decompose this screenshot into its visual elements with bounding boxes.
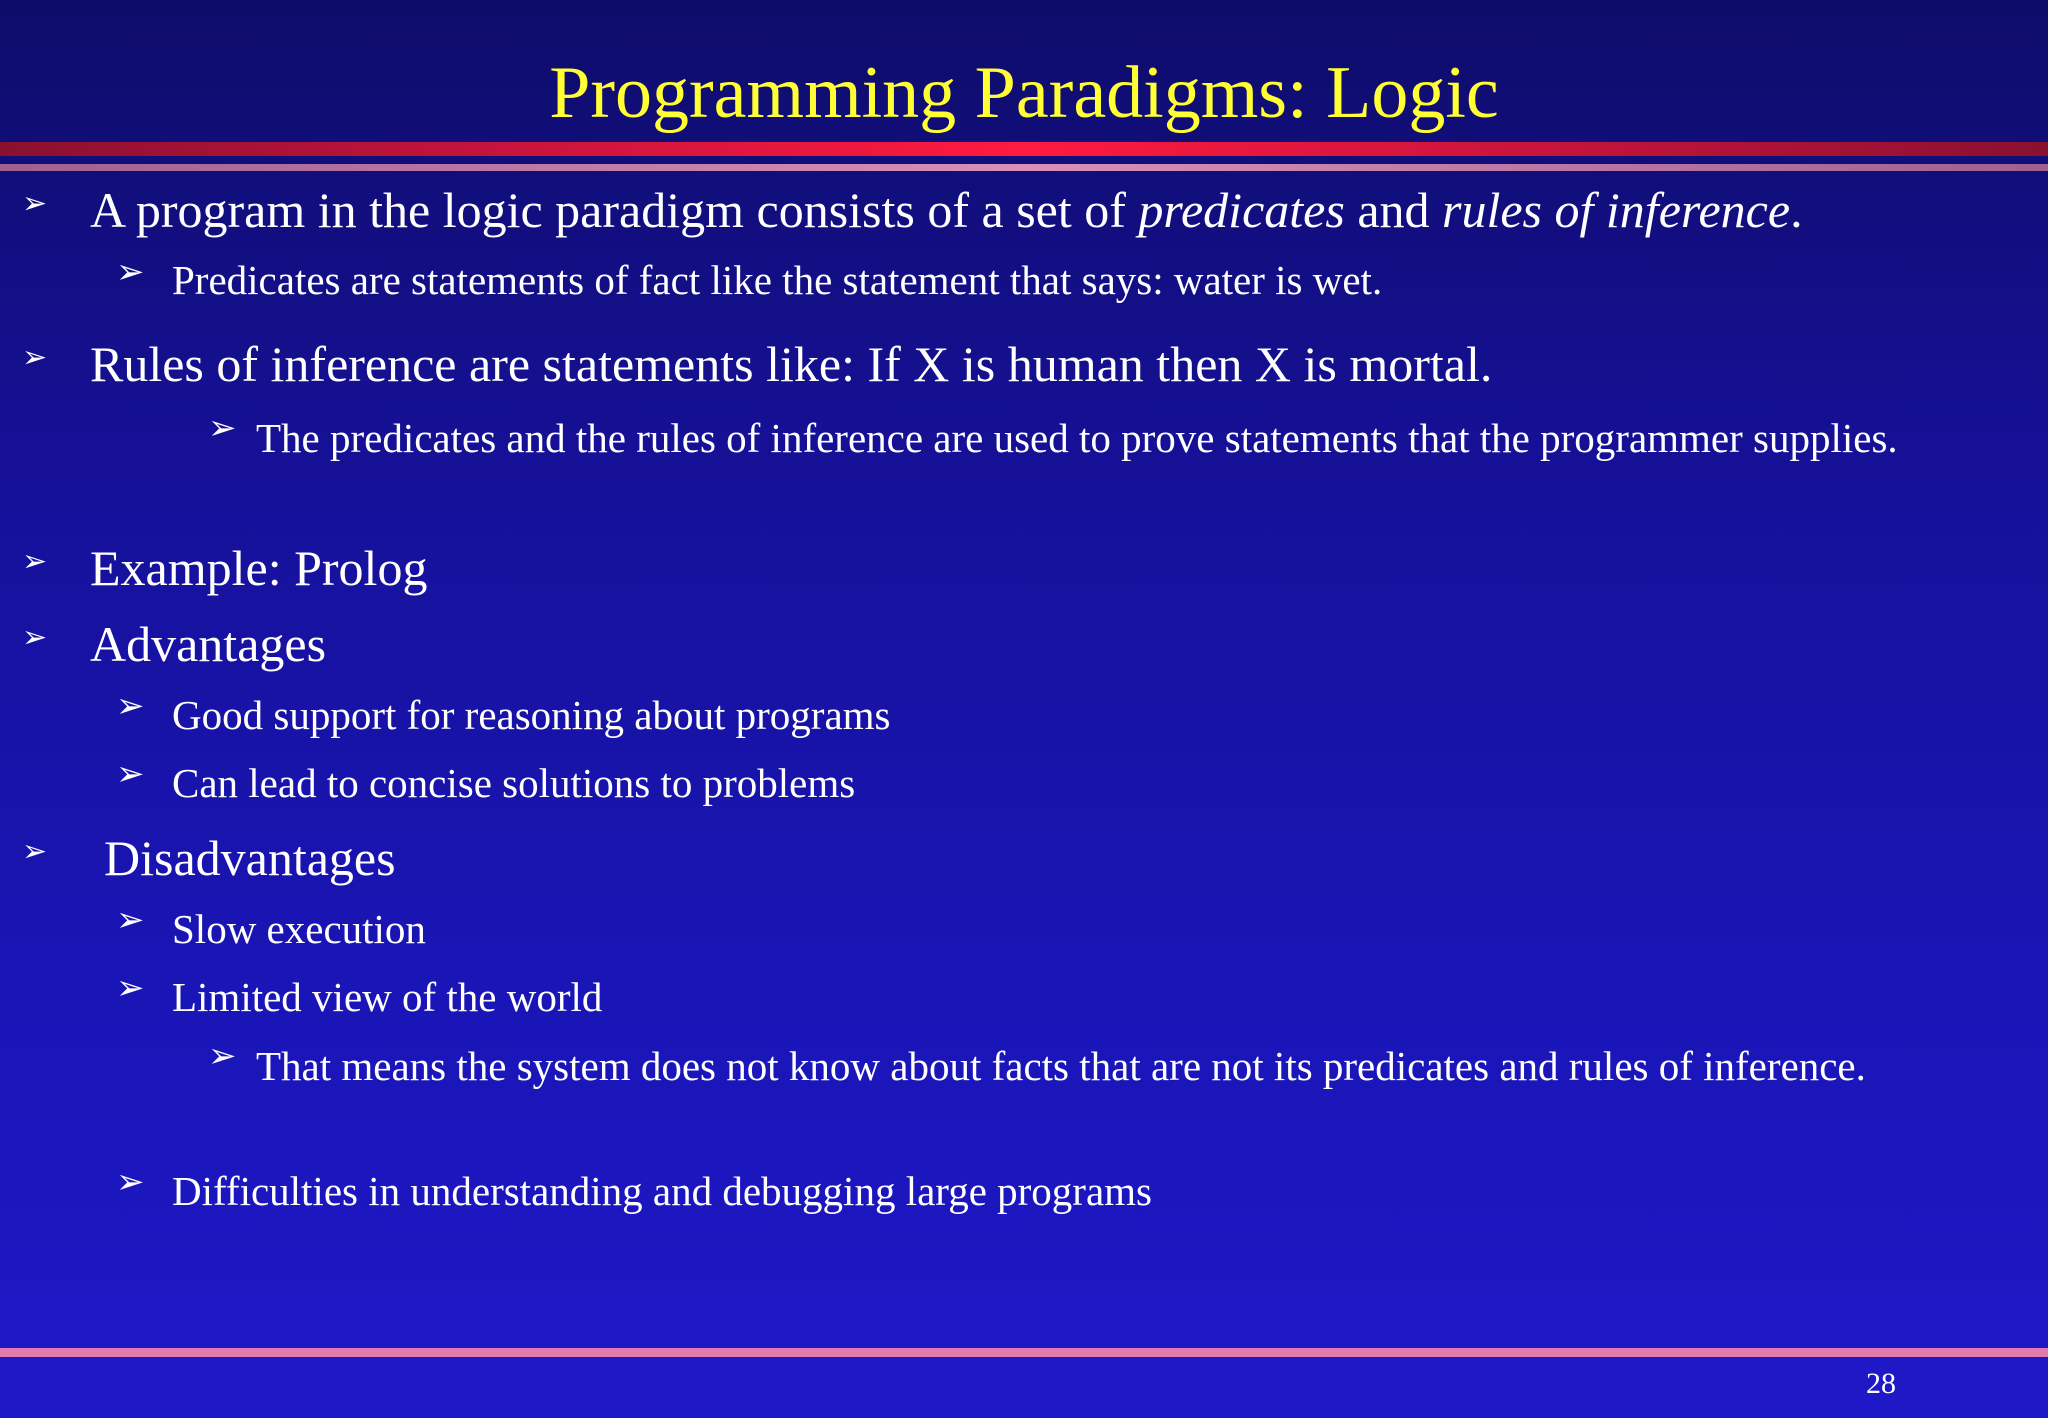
emphasis-rules-of-inference: rules of inference xyxy=(1442,182,1791,238)
bullet-text: A program in the logic paradigm consists of a set of xyxy=(90,182,1139,238)
bullet-predicates-and-rules xyxy=(90,180,1803,240)
subbullet-limited-view: Limited view of the world xyxy=(172,974,603,1020)
title-underline-pink xyxy=(0,164,2048,171)
slide-title: Programming Paradigms: Logic xyxy=(549,52,1499,134)
subbullet-predicates-definition: Predicates are statements of fact like the statement that says: water is wet. xyxy=(172,257,1383,303)
arrowhead-bullet-icon: ➢ xyxy=(208,408,237,448)
title-underline-red xyxy=(0,142,2048,156)
bullet-example-prolog: Example: Prolog xyxy=(90,540,428,596)
footer-rule xyxy=(0,1348,2048,1357)
bullet-advantages: Advantages xyxy=(90,616,327,672)
bullet-text: and xyxy=(1344,182,1443,238)
bullet-disadvantages: Disadvantages xyxy=(104,830,396,886)
arrowhead-bullet-icon: ➢ xyxy=(208,1036,237,1076)
arrowhead-bullet-icon: ➢ xyxy=(116,754,145,794)
arrowhead-bullet-icon: ➢ xyxy=(22,544,48,579)
arrowhead-bullet-icon: ➢ xyxy=(116,1162,145,1202)
arrowhead-bullet-icon: ➢ xyxy=(116,968,145,1008)
arrowhead-bullet-icon: ➢ xyxy=(22,340,48,375)
subbullet-advantage-reasoning: Good support for reasoning about programs xyxy=(172,692,891,738)
page-number: 28 xyxy=(1866,1367,1896,1400)
subbullet-facts-not-known: That means the system does not know about facts that are not its predicates and rules of inference. xyxy=(256,1043,1866,1089)
bullet-rules-of-inference: Rules of inference are statements like: If X is human then X is mortal. xyxy=(90,336,1493,392)
arrowhead-bullet-icon: ➢ xyxy=(22,620,48,655)
arrowhead-bullet-icon: ➢ xyxy=(116,252,145,292)
subbullet-slow-execution: Slow execution xyxy=(172,906,426,952)
arrowhead-bullet-icon: ➢ xyxy=(116,686,145,726)
arrowhead-bullet-icon: ➢ xyxy=(116,900,145,940)
arrowhead-bullet-icon: ➢ xyxy=(22,186,48,221)
subbullet-debugging-difficulties: Difficulties in understanding and debugging large programs xyxy=(172,1168,1152,1214)
subbullet-prove-statements: The predicates and the rules of inference are used to prove statements that the programmer supplies. xyxy=(256,415,1898,461)
arrowhead-bullet-icon: ➢ xyxy=(22,834,48,869)
bullet-text: . xyxy=(1790,182,1803,238)
emphasis-predicates: predicates xyxy=(1138,182,1345,238)
subbullet-advantage-concise: Can lead to concise solutions to problems xyxy=(172,760,856,806)
